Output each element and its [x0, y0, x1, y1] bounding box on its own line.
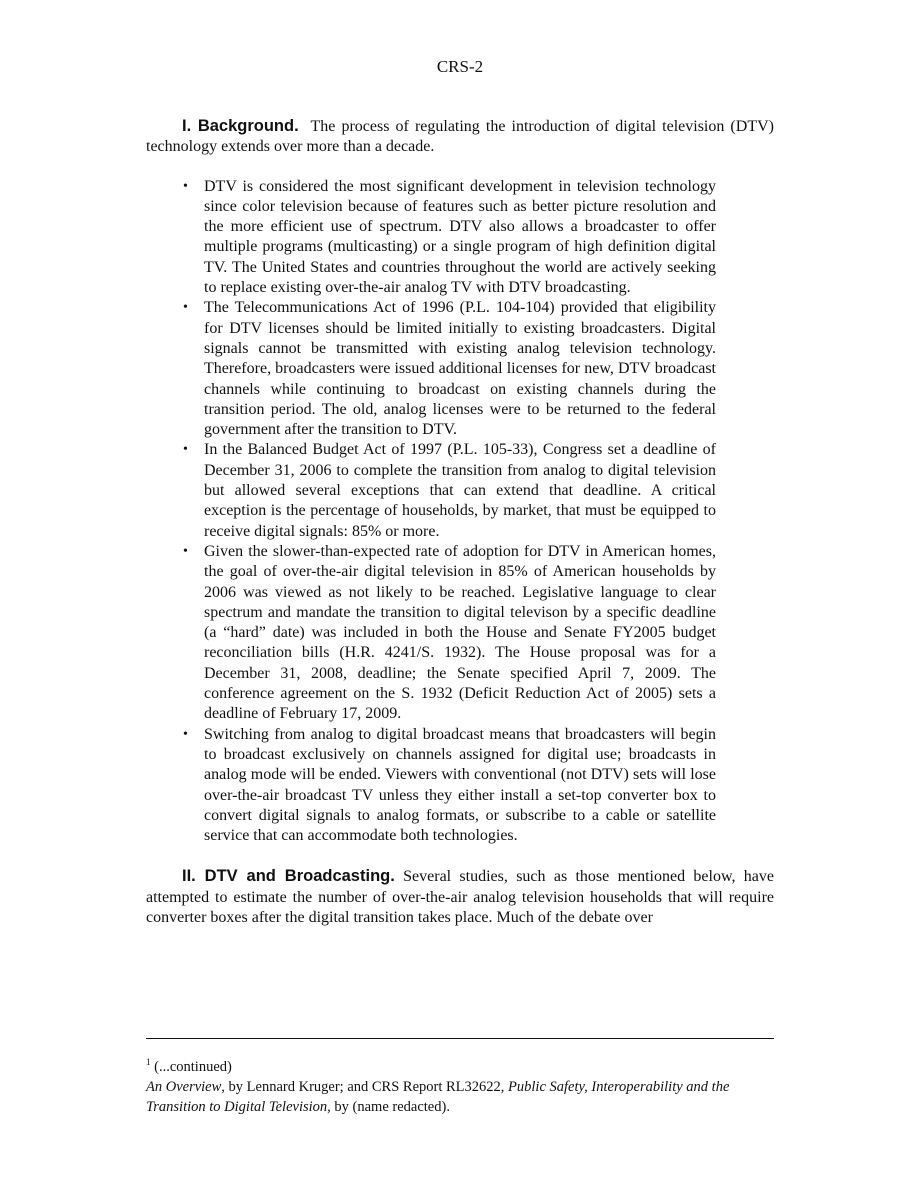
list-item	[183, 298, 716, 440]
list-item	[183, 542, 716, 725]
footnote-mark: 1	[146, 1057, 151, 1068]
section-background-intro	[146, 116, 774, 158]
footnote-citation	[146, 1077, 774, 1117]
bullet-text: DTV is considered the most significant development in television technology since color television because of features such as better picture resolution and the more efficient use of spectrum. DTV also allows a broadcaster to offer multiple programs (multicasting) or a single program of high definition digital TV. The United States and countries throughout the world are actively seeking to replace existing over-the-air analog TV with DTV broadcasting.	[204, 177, 716, 297]
footnote-divider	[146, 1038, 774, 1039]
page-header: CRS-2	[436, 57, 484, 76]
background-bullet-list	[146, 177, 716, 847]
footnote-continued-line	[146, 1057, 774, 1077]
section-broadcasting-intro	[146, 866, 774, 928]
bullet-icon: •	[183, 726, 188, 742]
section-title-background: I. Background.	[182, 117, 299, 135]
bullet-text: Switching from analog to digital broadcast means that broadcasters will begin to broadcast exclusively on channels assigned for digital use; broadcasts in analog mode will be ended. Viewers with conventional (not DTV) sets will lose over-the-air broadcast TV unless they either install a set-top converter box to convert digital signals to analog formats, or subscribe to a cable or satellite service that can accommodate both technologies.	[204, 725, 716, 845]
citation-title-overview: An Overview	[146, 1079, 222, 1095]
bullet-text: Given the slower-than-expected rate of adoption for DTV in American homes, the goal of over-the-air digital television in 85% of American households by 2006 was viewed as not likely to be reached. Legislative language to clear spectrum and mandate the transition to digital televison by a specific deadline (a “hard” date) was included in both the House and Senate FY2005 budget reconciliation bills (H.R. 4241/S. 1932). The House proposal was for a December 31, 2008, deadline; the Senate specified April 7, 2009. The conference agreement on the S. 1932 (Deficit Reduction Act of 2005) sets a deadline of February 17, 2009.	[204, 542, 716, 723]
citation-title-public-safety: Public Safety, Interoperability and the Transition to Digital Television	[146, 1079, 730, 1115]
broadcasting-intro-text: Several studies, such as those mentioned below, have attempted to estimate the number of over-the-air analog television households that will require converter boxes after the digital transition takes place. Much of the debate over	[146, 868, 775, 926]
list-item	[183, 725, 716, 847]
list-item	[183, 177, 716, 299]
background-intro-text: The process of regulating the introduction of digital television (DTV) technology extends over more than a decade.	[146, 118, 774, 156]
bullet-icon: •	[183, 442, 188, 458]
section-title-broadcasting: II. DTV and Broadcasting.	[182, 867, 395, 886]
bullet-icon: •	[183, 178, 188, 194]
bullet-icon: •	[183, 300, 188, 316]
bullet-text: The Telecommunications Act of 1996 (P.L. 104-104) provided that eligibility for DTV licenses should be limited initially to existing broadcasters. Digital signals cannot be transmitted with existing analog television technology. Therefore, broadcasters were issued additional licenses for new, DTV broadcast channels while continuing to broadcast on existing channels during the transition period. The old, analog licenses were to be returned to the federal government after the transition to DTV.	[204, 299, 716, 439]
citation-text-1: , by Lennard Kruger; and CRS Report RL32622,	[221, 1079, 509, 1095]
footnote-continued: (...continued)	[154, 1059, 232, 1075]
list-item	[183, 440, 716, 541]
bullet-text: In the Balanced Budget Act of 1997 (P.L. 105-33), Congress set a deadline of December 31, 2006 to complete the transition from analog to digital television but allowed several exceptions that can extend that deadline. A critical exception is the percentage of households, by market, that must be equipped to receive digital signals: 85% or more.	[204, 441, 716, 540]
footnote	[146, 1057, 774, 1117]
bullet-icon: •	[183, 543, 188, 559]
main-body	[146, 116, 774, 928]
citation-text-2: , by (name redacted).	[327, 1099, 450, 1115]
